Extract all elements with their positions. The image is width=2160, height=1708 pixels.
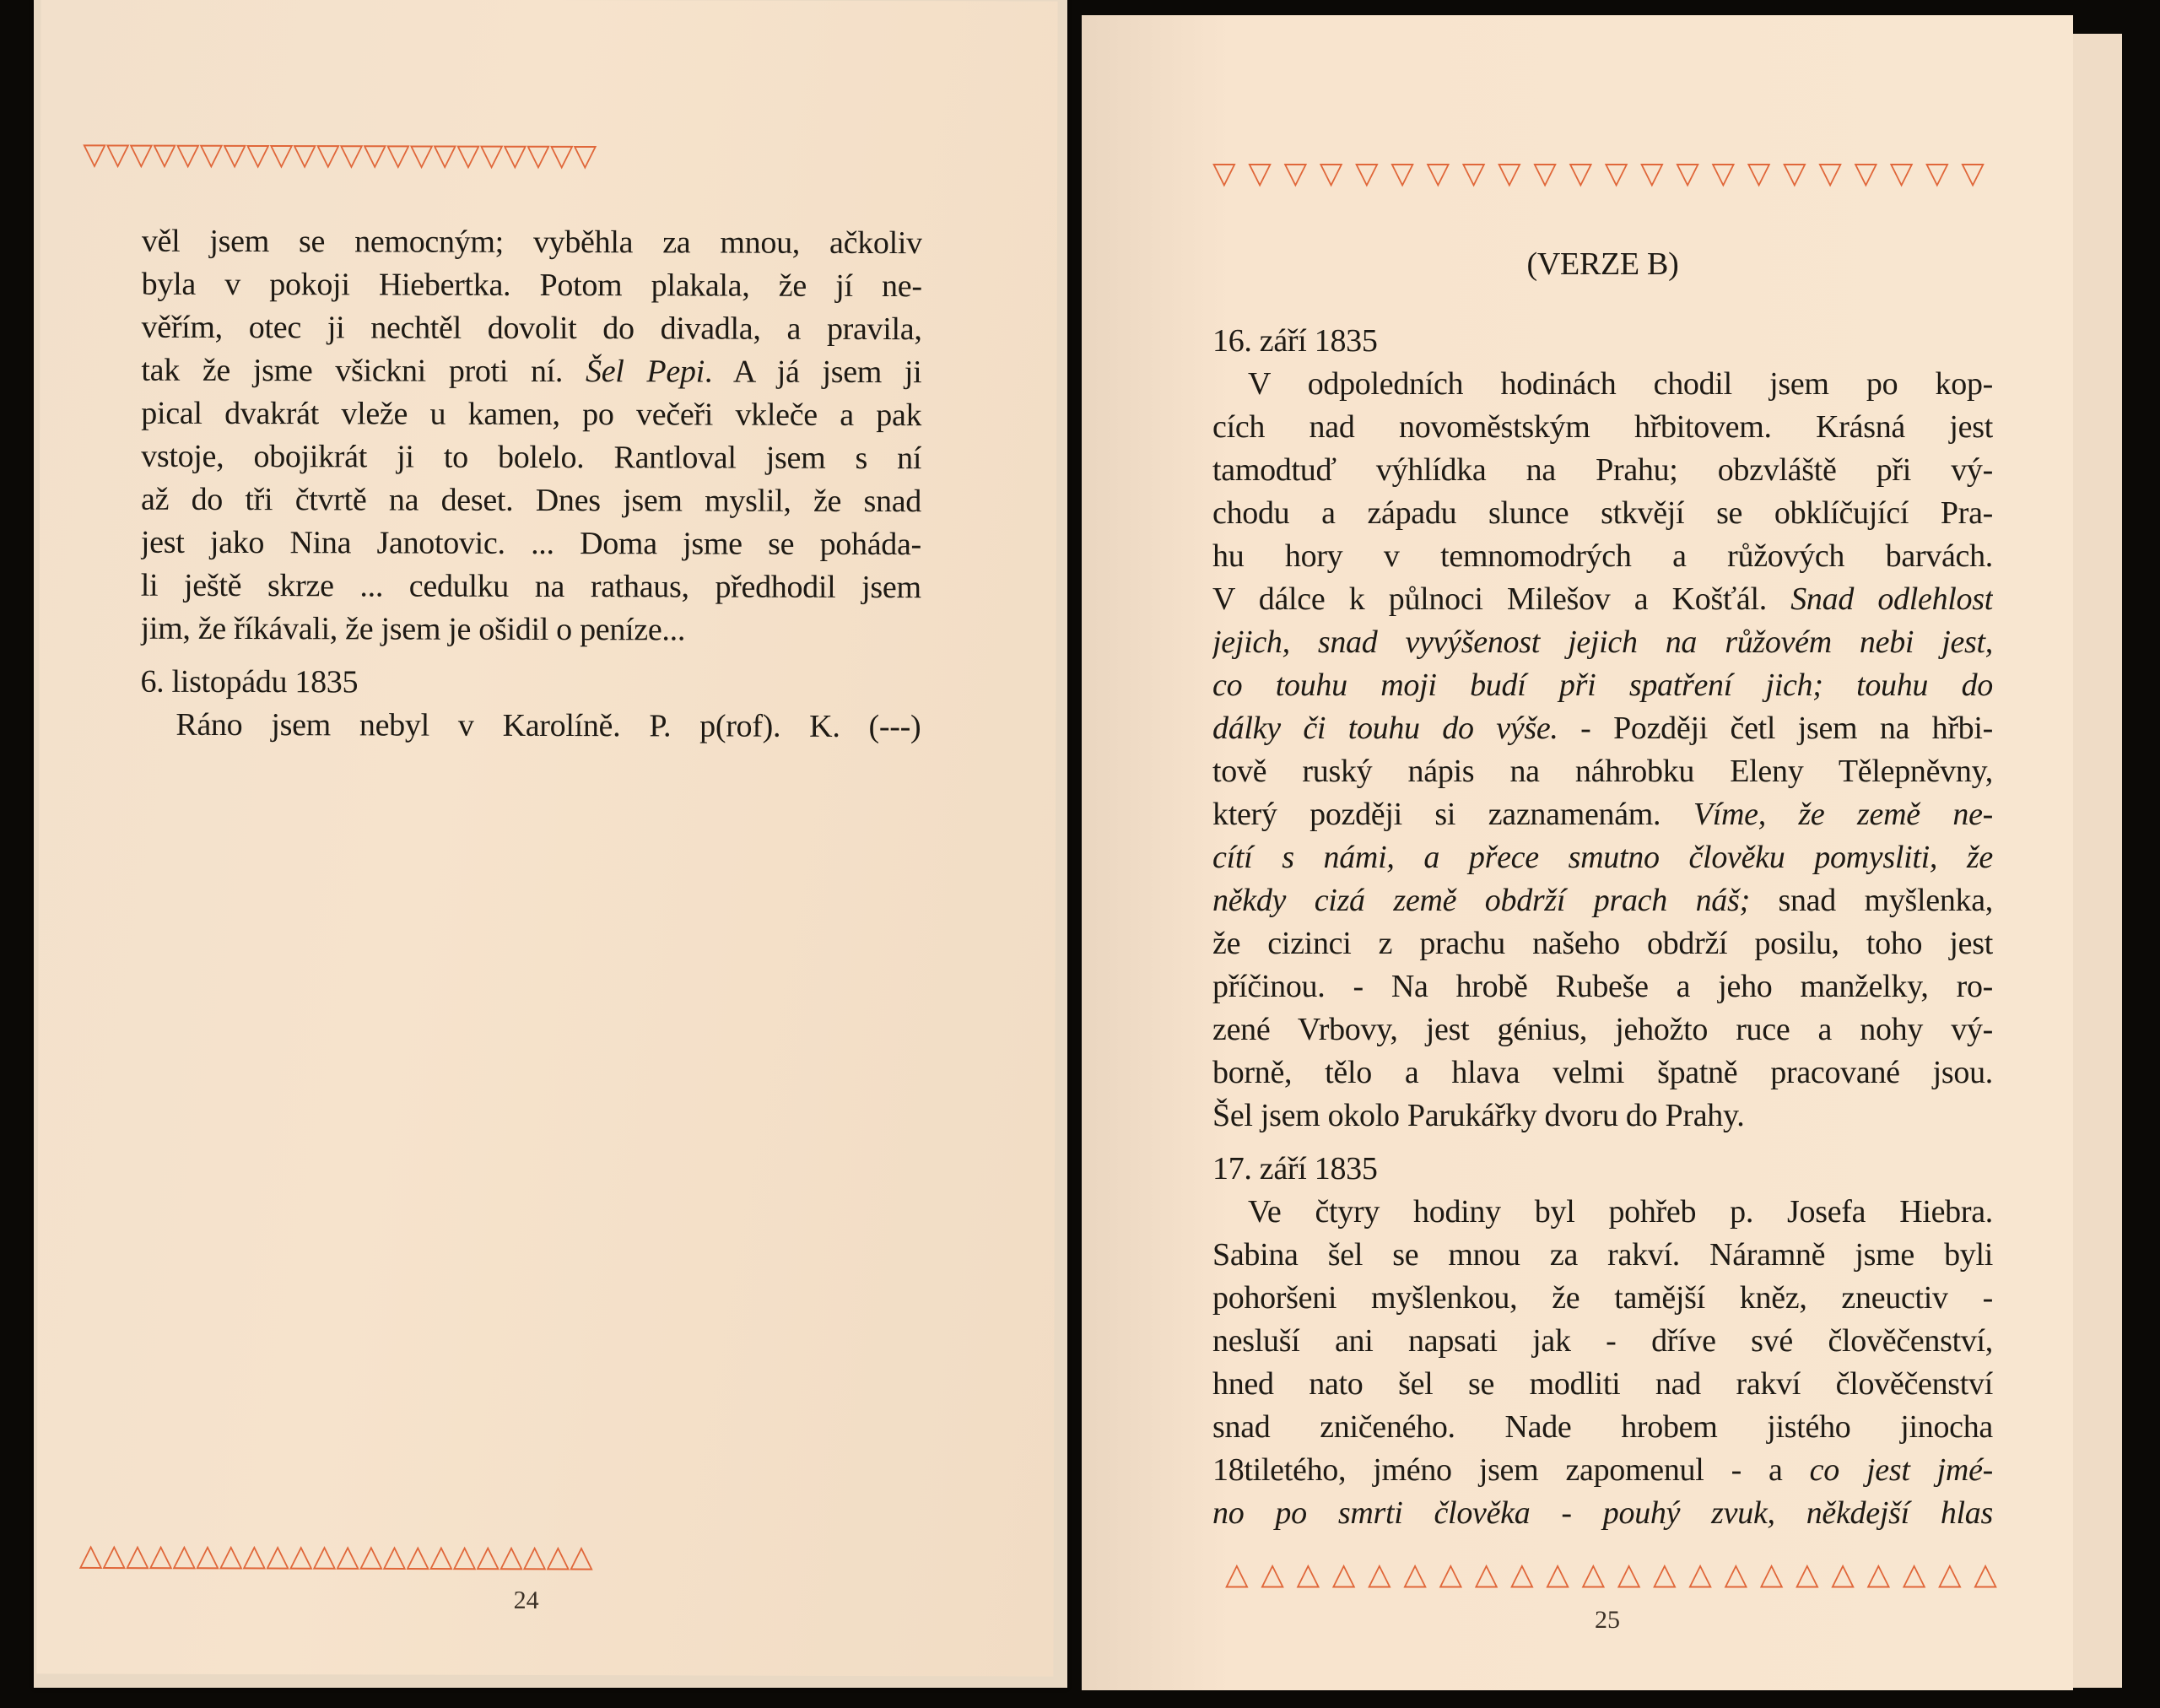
text-line bbox=[1212, 1492, 1993, 1535]
down-triangle-icon: ▽ bbox=[1248, 156, 1272, 191]
text-line bbox=[1212, 621, 1993, 664]
up-triangle-icon: △ bbox=[476, 1538, 500, 1574]
up-triangle-icon: △ bbox=[1974, 1557, 1997, 1592]
text-line bbox=[1212, 492, 1993, 535]
up-triangle-icon: △ bbox=[102, 1538, 127, 1573]
text-line bbox=[141, 349, 921, 394]
down-triangle-icon: ▽ bbox=[363, 138, 387, 173]
down-triangle-icon: ▽ bbox=[316, 138, 340, 173]
text-line bbox=[1212, 922, 1993, 965]
text-line bbox=[1212, 664, 1993, 707]
down-triangle-icon: ▽ bbox=[1604, 156, 1628, 191]
down-triangle-icon: ▽ bbox=[1925, 156, 1949, 191]
italic-text: dálky či touhu do výše. bbox=[1212, 711, 1558, 746]
section-heading: (VERZE B) bbox=[1526, 246, 1679, 282]
up-triangle-icon: △ bbox=[522, 1538, 547, 1575]
ornament-top-left bbox=[83, 137, 597, 174]
text-segment: příčinou. - Na hrobě Rubeše a jeho manželky, ro- bbox=[1212, 969, 1993, 1004]
up-triangle-icon: △ bbox=[1403, 1557, 1427, 1592]
left-page-text bbox=[140, 220, 922, 749]
ornament-top-right bbox=[1212, 157, 1984, 191]
down-triangle-icon: ▽ bbox=[1640, 156, 1664, 191]
text-line bbox=[1212, 836, 1993, 879]
down-triangle-icon: ▽ bbox=[1747, 156, 1771, 191]
up-triangle-icon: △ bbox=[336, 1538, 360, 1574]
text-segment: zené Vrbovy, jest génius, jehožto ruce a nohy vý- bbox=[1212, 1012, 1993, 1047]
text-line bbox=[142, 263, 922, 308]
down-triangle-icon: ▽ bbox=[1889, 156, 1914, 191]
up-triangle-icon: △ bbox=[1724, 1557, 1748, 1592]
text-line bbox=[140, 704, 921, 749]
text-segment: - Později četl jsem na hřbi- bbox=[1558, 711, 1993, 746]
text-segment: V dálce k půlnoci Milešov a Košťál. bbox=[1212, 581, 1791, 617]
text-line bbox=[1212, 965, 1993, 1008]
up-triangle-icon: △ bbox=[266, 1538, 290, 1574]
text-segment: jim, že říkávali, že jsem je ošidil o peníze... bbox=[140, 610, 686, 648]
down-triangle-icon: ▽ bbox=[129, 137, 154, 172]
up-triangle-icon: △ bbox=[1296, 1557, 1320, 1592]
up-triangle-icon: △ bbox=[429, 1538, 453, 1574]
up-triangle-icon: △ bbox=[382, 1538, 407, 1574]
text-line bbox=[141, 522, 921, 566]
page-number-left: 24 bbox=[513, 1586, 539, 1614]
up-triangle-icon: △ bbox=[1331, 1557, 1356, 1592]
up-triangle-icon: △ bbox=[406, 1538, 430, 1574]
up-triangle-icon: △ bbox=[1474, 1557, 1498, 1592]
text-segment: věřím, otec ji nechtěl dovolit do divadla, a pravila, bbox=[141, 309, 922, 348]
italic-text: cítí s námi, a přece smutno člověku pomysliti, že bbox=[1212, 840, 1993, 875]
up-triangle-icon: △ bbox=[1688, 1557, 1712, 1592]
text-segment: pohoršeni myšlenkou, že tamější kněz, zneuctiv - bbox=[1212, 1280, 1993, 1316]
down-triangle-icon: ▽ bbox=[1212, 156, 1236, 191]
up-triangle-icon: △ bbox=[196, 1538, 219, 1573]
down-triangle-icon: ▽ bbox=[1283, 156, 1308, 191]
down-triangle-icon: ▽ bbox=[1426, 156, 1450, 191]
entry-date-line bbox=[140, 661, 921, 705]
text-segment: tak že jsme všickni proti ní. bbox=[141, 352, 586, 390]
up-triangle-icon: △ bbox=[1439, 1557, 1463, 1592]
entry-date-line bbox=[1212, 320, 1993, 363]
text-segment: tově ruský nápis na náhrobku Eleny Tělepněvny, bbox=[1212, 754, 1993, 789]
text-line bbox=[141, 565, 921, 609]
text-segment: hu hory v temnomodrých a růžových barvách. bbox=[1212, 538, 1993, 574]
text-line bbox=[141, 392, 921, 437]
text-segment: 18tiletého, jméno jsem zapomenul - a bbox=[1212, 1452, 1810, 1488]
up-triangle-icon: △ bbox=[126, 1538, 149, 1573]
down-triangle-icon: ▽ bbox=[526, 138, 550, 174]
up-triangle-icon: △ bbox=[1866, 1557, 1891, 1592]
text-line bbox=[1212, 578, 1993, 621]
right-page-text bbox=[1212, 243, 1993, 1535]
up-triangle-icon: △ bbox=[570, 1539, 593, 1575]
text-segment: snad zničeného. Nade hrobem jistého jinocha bbox=[1212, 1409, 1993, 1445]
up-triangle-icon: △ bbox=[219, 1538, 243, 1574]
down-triangle-icon: ▽ bbox=[1498, 156, 1521, 191]
text-segment: 6. listopádu 1835 bbox=[140, 663, 359, 700]
italic-text: co touhu moji budí při spatření jich; touhu do bbox=[1212, 668, 1993, 703]
text-line bbox=[1212, 707, 1993, 750]
right-page bbox=[1082, 15, 2073, 1690]
down-triangle-icon: ▽ bbox=[269, 138, 294, 173]
text-segment: nesluší ani napsati jak - dříve své člověčenství, bbox=[1212, 1323, 1993, 1359]
up-triangle-icon: △ bbox=[78, 1538, 103, 1573]
up-triangle-icon: △ bbox=[148, 1538, 173, 1573]
page-number-right: 25 bbox=[1595, 1606, 1620, 1634]
down-triangle-icon: ▽ bbox=[1355, 156, 1379, 191]
text-segment: byla v pokoji Hiebertka. Potom plakala, že jí ne- bbox=[141, 266, 922, 305]
down-triangle-icon: ▽ bbox=[153, 137, 176, 172]
text-line bbox=[1212, 1008, 1993, 1051]
down-triangle-icon: ▽ bbox=[1961, 156, 1984, 191]
up-triangle-icon: △ bbox=[172, 1538, 197, 1573]
text-segment: který později si zaznamenám. bbox=[1212, 797, 1693, 832]
text-line bbox=[1212, 1449, 1993, 1492]
text-line bbox=[1212, 750, 1993, 793]
down-triangle-icon: ▽ bbox=[293, 138, 317, 173]
down-triangle-icon: ▽ bbox=[503, 138, 527, 173]
text-segment: Šel jsem okolo Parukářky dvoru do Prahy. bbox=[1212, 1098, 1745, 1133]
text-line bbox=[1212, 406, 1993, 449]
up-triangle-icon: △ bbox=[1368, 1557, 1391, 1592]
down-triangle-icon: ▽ bbox=[176, 137, 200, 172]
italic-text: Víme, že země ne- bbox=[1693, 797, 1993, 832]
down-triangle-icon: ▽ bbox=[1818, 156, 1842, 191]
up-triangle-icon: △ bbox=[359, 1538, 383, 1574]
down-triangle-icon: ▽ bbox=[1676, 156, 1699, 191]
text-line bbox=[1212, 1095, 1993, 1138]
down-triangle-icon: ▽ bbox=[456, 138, 480, 173]
up-triangle-icon: △ bbox=[452, 1538, 477, 1574]
text-line bbox=[1212, 1277, 1993, 1320]
down-triangle-icon: ▽ bbox=[246, 138, 270, 173]
text-line bbox=[1212, 449, 1993, 492]
up-triangle-icon: △ bbox=[1617, 1557, 1641, 1592]
up-triangle-icon: △ bbox=[1581, 1557, 1606, 1592]
entry-date-line bbox=[1212, 1148, 1993, 1191]
text-segment: až do tři čtvrtě na deset. Dnes jsem myslil, že snad bbox=[140, 481, 922, 520]
down-triangle-icon: ▽ bbox=[1390, 156, 1414, 191]
text-line bbox=[1212, 793, 1993, 836]
down-triangle-icon: ▽ bbox=[83, 137, 106, 172]
text-segment: Ve čtyry hodiny byl pohřeb p. Josefa Hiebra. bbox=[1248, 1194, 1993, 1230]
up-triangle-icon: △ bbox=[312, 1538, 337, 1574]
text-segment: borně, tělo a hlava velmi špatně pracované jsou. bbox=[1212, 1055, 1993, 1090]
text-line bbox=[142, 220, 922, 265]
down-triangle-icon: ▽ bbox=[573, 138, 597, 174]
text-line bbox=[1212, 1320, 1993, 1363]
up-triangle-icon: △ bbox=[1653, 1557, 1677, 1592]
text-line bbox=[142, 306, 922, 351]
text-line bbox=[141, 435, 921, 480]
up-triangle-icon: △ bbox=[1261, 1557, 1284, 1592]
italic-text: no po smrti člověka - pouhý zvuk, někdejší hlas bbox=[1212, 1495, 1993, 1531]
text-segment: li ještě skrze ... cedulku na rathaus, předhodil jsem bbox=[140, 567, 921, 606]
down-triangle-icon: ▽ bbox=[339, 138, 364, 173]
up-triangle-icon: △ bbox=[1831, 1557, 1855, 1592]
text-segment: že cizinci z prachu našeho obdrží posilu, toho jest bbox=[1212, 926, 1993, 961]
down-triangle-icon: ▽ bbox=[1569, 156, 1593, 191]
text-segment: hned nato šel se modliti nad rakví člověčenství bbox=[1212, 1366, 1993, 1402]
down-triangle-icon: ▽ bbox=[386, 138, 410, 173]
left-page bbox=[36, 0, 1057, 1677]
text-line bbox=[1212, 879, 1993, 922]
italic-text: jejich, snad vyvýšenost jejich na růžovém nebi jest, bbox=[1212, 624, 1993, 660]
down-triangle-icon: ▽ bbox=[1711, 156, 1736, 191]
down-triangle-icon: ▽ bbox=[223, 137, 246, 173]
text-segment: Ráno jsem nebyl v Karolíně. P. p(rof). K. (---) bbox=[176, 706, 921, 745]
text-segment: chodu a západu slunce stkvějí se obklíčující Pra- bbox=[1212, 495, 1993, 531]
text-segment: snad myšlenka, bbox=[1749, 883, 1993, 918]
up-triangle-icon: △ bbox=[1225, 1557, 1249, 1592]
up-triangle-icon: △ bbox=[1759, 1557, 1784, 1592]
text-line bbox=[1212, 1363, 1993, 1406]
italic-text: Šel Pepi bbox=[585, 354, 705, 390]
up-triangle-icon: △ bbox=[1510, 1557, 1534, 1592]
text-line bbox=[1212, 1234, 1993, 1277]
down-triangle-icon: ▽ bbox=[1783, 156, 1806, 191]
text-segment: Sabina šel se mnou za rakví. Náramně jsme byli bbox=[1212, 1237, 1993, 1273]
italic-text: co jest jmé- bbox=[1809, 1452, 1993, 1488]
up-triangle-icon: △ bbox=[1546, 1557, 1569, 1592]
text-segment: věl jsem se nemocným; vyběhla za mnou, ačkoliv bbox=[141, 223, 922, 262]
text-segment: jest jako Nina Janotovic. ... Doma jsme se poháda- bbox=[140, 524, 921, 563]
text-segment: pical dvakrát vleže u kamen, po večeři vkleče a pak bbox=[141, 395, 922, 434]
down-triangle-icon: ▽ bbox=[105, 137, 130, 172]
down-triangle-icon: ▽ bbox=[479, 138, 504, 173]
text-segment: V odpoledních hodinách chodil jsem po kop- bbox=[1248, 366, 1993, 402]
text-segment: tamodtuď výhlídka na Prahu; obzvláště při vý- bbox=[1212, 452, 1993, 488]
up-triangle-icon: △ bbox=[1938, 1557, 1962, 1592]
text-line bbox=[1212, 1051, 1993, 1095]
up-triangle-icon: △ bbox=[289, 1538, 313, 1574]
up-triangle-icon: △ bbox=[546, 1539, 570, 1575]
down-triangle-icon: ▽ bbox=[1533, 156, 1557, 191]
down-triangle-icon: ▽ bbox=[549, 138, 574, 174]
up-triangle-icon: △ bbox=[242, 1538, 267, 1574]
ornament-bottom-right bbox=[1225, 1558, 1997, 1592]
text-line bbox=[141, 478, 921, 523]
up-triangle-icon: △ bbox=[500, 1538, 523, 1574]
text-line bbox=[141, 608, 921, 652]
down-triangle-icon: ▽ bbox=[1319, 156, 1343, 191]
text-line bbox=[1212, 1406, 1993, 1449]
text-segment: cích nad novoměstským hřbitovem. Krásná jest bbox=[1212, 409, 1993, 445]
down-triangle-icon: ▽ bbox=[1461, 156, 1486, 191]
text-segment: 17. září 1835 bbox=[1212, 1151, 1378, 1186]
down-triangle-icon: ▽ bbox=[433, 138, 457, 173]
down-triangle-icon: ▽ bbox=[409, 138, 434, 173]
italic-text: Snad odlehlost bbox=[1790, 581, 1993, 617]
up-triangle-icon: △ bbox=[1902, 1557, 1926, 1592]
text-line bbox=[1212, 535, 1993, 578]
text-line bbox=[1212, 363, 1993, 406]
down-triangle-icon: ▽ bbox=[199, 137, 224, 172]
text-segment: 16. září 1835 bbox=[1212, 323, 1378, 359]
text-segment: vstoje, obojikrát ji to bolelo. Rantloval jsem s ní bbox=[141, 438, 922, 477]
down-triangle-icon: ▽ bbox=[1854, 156, 1878, 191]
text-line bbox=[1212, 1191, 1993, 1234]
up-triangle-icon: △ bbox=[1796, 1557, 1819, 1592]
ornament-bottom-left bbox=[78, 1538, 593, 1575]
italic-text: někdy cizá země obdrží prach náš; bbox=[1212, 883, 1750, 918]
text-segment: . A já jsem ji bbox=[704, 354, 922, 391]
